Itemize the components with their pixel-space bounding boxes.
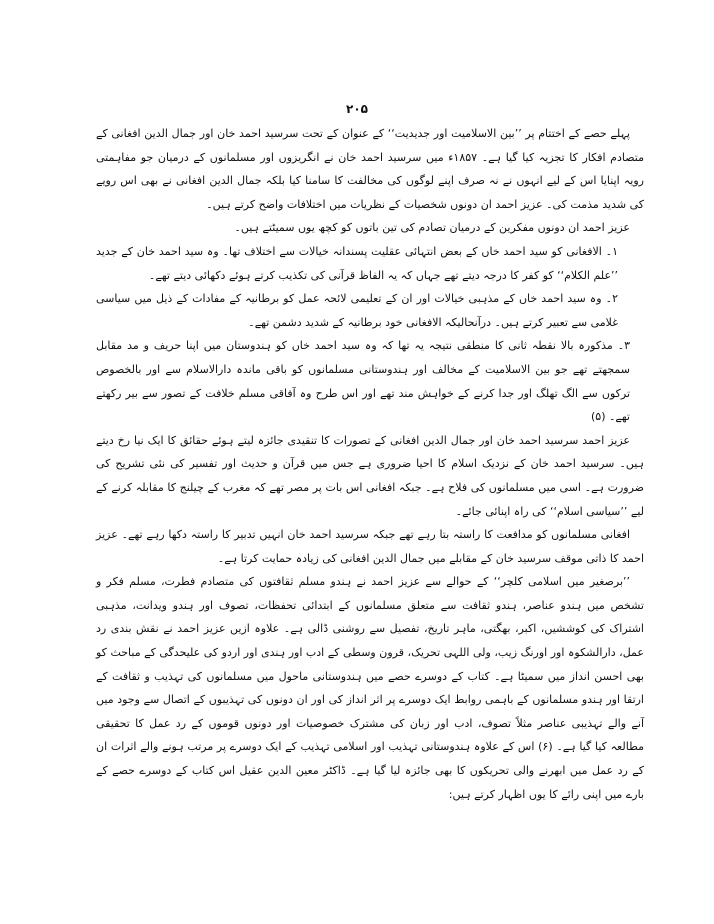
page-number: ۲۰۵: [346, 102, 368, 116]
paragraph-5: ’’برصغیر میں اسلامی کلچر‘‘ کے حوالے سے عزیز احمد نے ہندو مسلم ثقافتوں کی متصادم فطرت، مسلم فکر و تشخص میں ہندو عناصر، ہندو ثقافت سے متعلق مسلمانوں کے ابتدائی تحفظات، تصوف اور ہندو ویدانت، مذہبی اشتراک کی کوششیں، اکبر، بھگتی، ماہر تاریخ، تفصیل سے روشنی ڈالی ہے۔ علاوہ ازیں عزیز احمد نے نقش بندی رد عمل، دارالشکوہ اور اورنگ زیب، ولی اللہی تحریک، قرون وسطی کے ادب اور ہندی اور اردو کی علیحدگی کے مباحث کو بھی احسن انداز میں سمیٹا ہے۔ کتاب کے دوسرے حصے میں ہندوستانی ماحول میں مسلمانوں کی تہذیب و ثقافت کے ارتقا اور ہندو مسلمانوں کے باہمی روابط ایک دوسرے پر اثر انداز کی اور ان دونوں کی تہذیبوں کے اتصال سے وجود میں آنے والے تہذیبی عناصر مثلاً تصوف، ادب اور زبان کی مشترک خصوصیات اور دونوں قوموں کے رد عمل کا تحقیقی مطالعہ کیا گیا ہے۔ (۶) اس کے علاوہ ہندوستانی تہذیب اور اسلامی تہذیب کے ایک دوسرے پر مرتب ہونے والے اثرات ان کے رد عمل میں ابھرنے والی تحریکوں کا بھی جائزہ لیا گیا ہے۔ ڈاکٹر معین الدین عقیل اس کتاب کے دوسرے حصے کے بارے میں اپنی رائے کا یوں اظہار کرتے ہیں:: [96, 575, 644, 801]
body-text: [96, 122, 644, 806]
paragraph-1: پہلے حصے کے اختتام پر ’’بین الاسلامیت اور جدیدیت‘‘ کے عنوان کے تحت سرسید احمد خان اور جمال الدین افغانی کے متصادم افکار کا تجزیہ کیا گیا ہے۔ ۱۸۵۷ء میں سرسید احمد خان نے انگریزوں اور مسلمانوں کے درمیان جو مفاہمتی رویہ اپنایا اس کے لیے انہوں نے نہ صرف اپنے لوگوں کی مخالفت کا سامنا کیا بلکہ جمال الدین افغانی نے بھی اس رویے کی شدید مذمت کی۔ عزیز احمد ان دونوں شخصیات کے نظریات میں اختلافات واضح کرتے ہیں۔: [96, 127, 644, 211]
paragraph-4: افغانی مسلمانوں کو مدافعت کا راستہ بتا رہے تھے جبکہ سرسید احمد خان انہیں تدبیر کا راستہ دکھا رہے تھے۔ عزیز احمد کا ذاتی موقف سرسید خان کے مقابلے میں جمال الدین افغانی کی زیادہ حمایت کرتا ہے۔: [96, 528, 644, 565]
list-item-3: ۳۔ مذکورہ بالا نقطہ ثانی کا منطقی نتیجہ یہ تھا کہ وہ سید احمد خاں کو ہندوستان میں اپنا حریف و مد مقابل سمجھتے تھے جو بین الاسلامیت کے مخالف اور ہندوستانی مسلمانوں کو باقی ماندہ دارالاسلام سے اور بالخصوص ترکوں سے الگ تھلگ اور جدا کرنے کے خواہش مند تھے اور اس طرح وہ آفاقی مسلم خلافت کے تصور سے بیر رکھتے تھے۔ (۵): [96, 339, 630, 424]
list-item-1: ۱۔ الافغانی کو سید احمد خاں کے بعض انتہائی عقلیت پسندانہ خیالات سے اختلاف تھا۔ وہ سید احمد خان کے جدید ’’علم الکلام‘‘ کو کفر کا درجہ دیتے تھے جہاں کہ یہ الفاظ قرآنی کی تکذیب کرتے ہوئے دکھائی دیتے تھے۔: [96, 244, 618, 282]
paragraph-3: عزیز احمد سرسید احمد خان اور جمال الدین افغانی کے تصورات کا تنقیدی جائزہ لیتے ہوئے حقائق کا ایک نیا رخ دیتے ہیں۔ سرسید احمد خان کے نزدیک اسلام کا احیا ضروری ہے جس میں قرآن و حدیث اور تفسیر کی نئی تشریح کی ضرورت ہے۔ اسی میں مسلمانوں کی فلاح ہے۔ جبکہ افغانی اس بات پر مصر تھے کہ مغرب کے چیلنج کا مقابلہ کرنے کے لیے ’’سیاسی اسلام‘‘ کی راہ اپنائی جائے۔: [96, 433, 644, 518]
list-item-2: ۲۔ وہ سید احمد خاں کے مذہبی خیالات اور ان کے تعلیمی لائحہ عمل کو برطانیہ کے مفادات کے ذیل میں سیاسی غلامی سے تعبیر کرتے ہیں۔ درآنحالیکہ الافغانی خود برطانیہ کے شدید دشمن تھے۔: [96, 292, 618, 329]
paragraph-2: عزیز احمد ان دونوں مفکرین کے درمیان تصادم کی تین باتوں کو کچھ یوں سمیٹتے ہیں۔: [234, 221, 630, 235]
